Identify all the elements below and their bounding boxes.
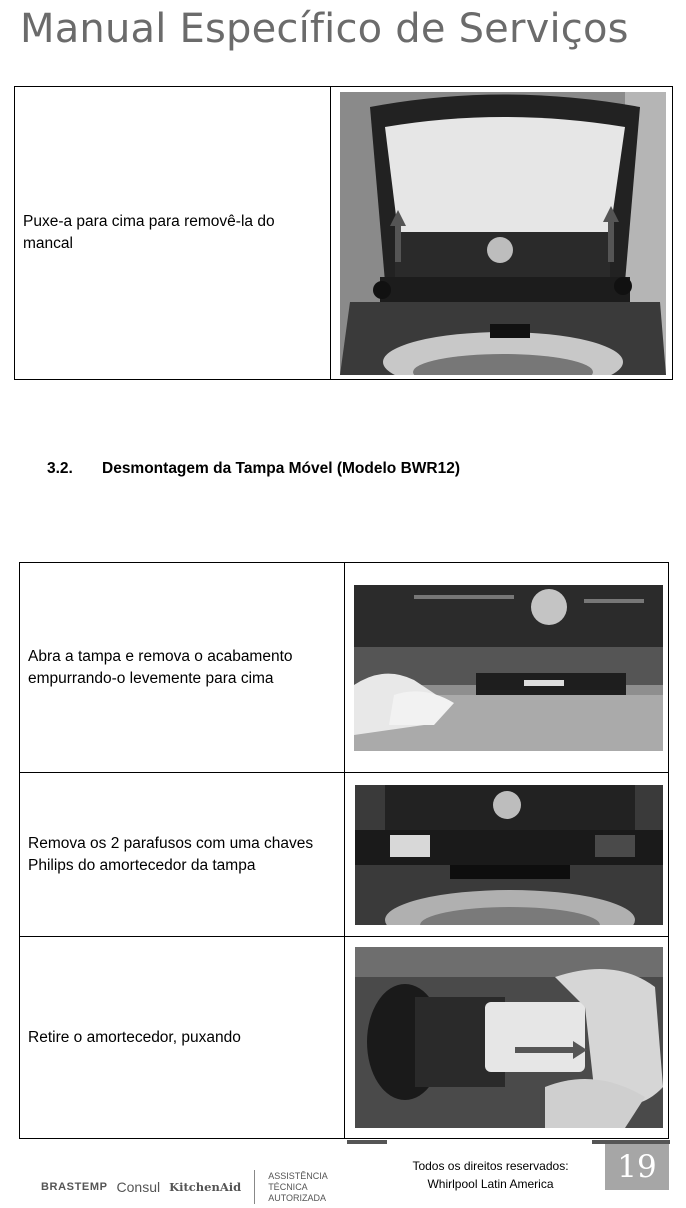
step-table-top bbox=[14, 86, 673, 380]
damper-screws-photo bbox=[355, 785, 663, 925]
damper-pull-photo bbox=[355, 947, 663, 1128]
step-row bbox=[20, 563, 669, 773]
step-photo-cell bbox=[345, 773, 669, 937]
page-title: Manual Específico de Serviços bbox=[20, 6, 629, 52]
step-photo-cell bbox=[345, 937, 669, 1139]
step-instruction: Remova os 2 parafusos com uma chaves Philips do amortecedor da tampa bbox=[28, 834, 314, 874]
step-row bbox=[20, 937, 669, 1139]
washer-lid-lift-photo bbox=[340, 92, 666, 375]
step-instruction: Retire o amortecedor, puxando bbox=[28, 1028, 241, 1046]
footer-divider bbox=[347, 1140, 387, 1144]
step-table-bwr12 bbox=[19, 562, 669, 1139]
brand-divider bbox=[254, 1170, 255, 1204]
step-text-cell bbox=[20, 937, 345, 1139]
step-text-cell bbox=[20, 773, 345, 937]
section-number: 3.2. bbox=[47, 460, 73, 477]
page-number: 19 bbox=[605, 1144, 669, 1190]
step-text-cell bbox=[15, 87, 331, 380]
step-photo-cell bbox=[331, 87, 673, 380]
rights-line-2: Whirlpool Latin America bbox=[427, 1177, 554, 1191]
step-row bbox=[20, 773, 669, 937]
section-title: Desmontagem da Tampa Móvel (Modelo BWR12) bbox=[102, 460, 460, 477]
copyright-notice bbox=[393, 1157, 588, 1193]
trim-removal-photo bbox=[354, 585, 663, 751]
step-instruction: Puxe-a para cima para removê-la do mancal bbox=[23, 213, 275, 252]
step-photo-cell bbox=[345, 563, 669, 773]
brand-logos bbox=[41, 1170, 338, 1204]
step-instruction: Abra a tampa e remova o acabamento empurrando-o levemente para cima bbox=[28, 647, 293, 687]
service-label: ASSISTÊNCIA TÉCNICA AUTORIZADA bbox=[268, 1170, 328, 1203]
section-heading bbox=[47, 460, 460, 478]
step-text-cell bbox=[20, 563, 345, 773]
kitchenaid-logo: KitchenAid bbox=[169, 1180, 242, 1194]
consul-logo: Consul bbox=[116, 1179, 161, 1195]
brastemp-logo: BRASTEMP bbox=[41, 1181, 108, 1193]
rights-line-1: Todos os direitos reservados: bbox=[412, 1159, 569, 1173]
